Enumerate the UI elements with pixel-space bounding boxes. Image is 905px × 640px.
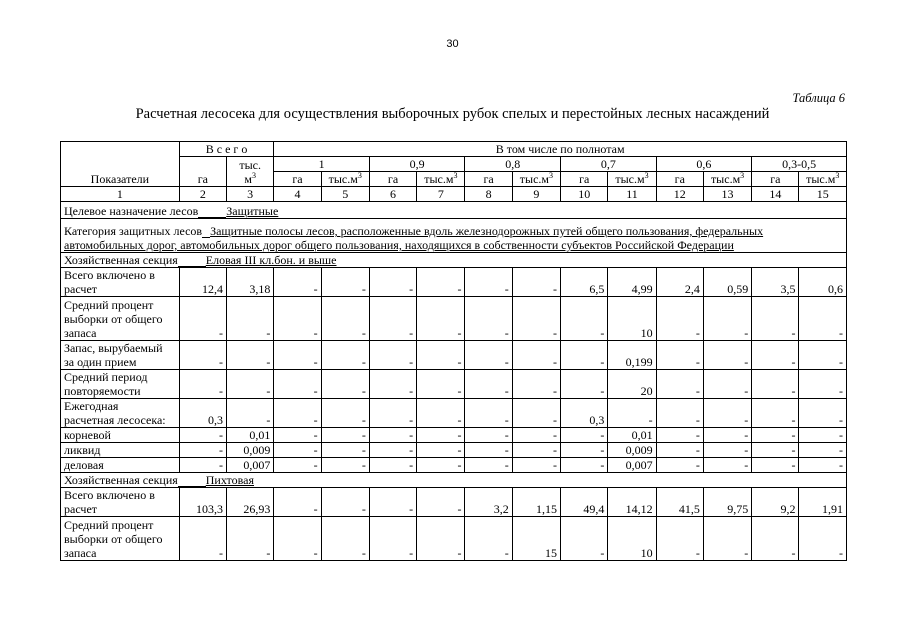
- table-row: [61, 297, 847, 341]
- table-cell: -: [417, 341, 465, 370]
- table-cell: -: [274, 428, 321, 443]
- row-label-line: расчет: [64, 502, 98, 516]
- table-cell: -: [752, 370, 799, 399]
- table-cell: 3,2: [465, 488, 512, 517]
- table-cell: -: [179, 443, 226, 458]
- table-cell: -: [274, 517, 321, 561]
- header-ths: тыс.: [239, 158, 261, 172]
- row-label: [61, 488, 180, 517]
- table-cell: -: [465, 399, 512, 428]
- table-cell: -: [799, 428, 847, 443]
- table-cell: -: [227, 399, 274, 428]
- table-cell: -: [561, 370, 608, 399]
- table-cell: -: [417, 268, 465, 297]
- table-cell: -: [274, 458, 321, 473]
- table-cell: -: [417, 517, 465, 561]
- header-total: В с е г о: [179, 142, 274, 157]
- table-cell: -: [417, 370, 465, 399]
- sub-header-volume-label: тыс.м: [806, 172, 836, 186]
- row-label-line: запаса: [64, 546, 97, 560]
- table-cell: -: [369, 458, 416, 473]
- row-label-line: расчет: [64, 282, 98, 296]
- sub-header-ha: га: [752, 172, 799, 187]
- row-label-line: за один прием: [64, 355, 137, 369]
- table-cell: -: [369, 428, 416, 443]
- table-cell: -: [179, 370, 226, 399]
- table-cell: 0,199: [608, 341, 656, 370]
- table-cell: 14,12: [608, 488, 656, 517]
- table-cell: -: [321, 517, 369, 561]
- table-cell: 0,3: [179, 399, 226, 428]
- table-cell: -: [561, 297, 608, 341]
- header-total-ha: га: [179, 157, 226, 187]
- document-title: Расчетная лесосека для осуществления выборочных рубок спелых и перестойных лесных насаждений: [135, 106, 770, 122]
- table-cell: -: [561, 428, 608, 443]
- row-label-line: Запас, вырубаемый: [64, 341, 163, 355]
- table-cell: 6,5: [561, 268, 608, 297]
- purpose-row: [61, 202, 847, 219]
- table-cell: -: [512, 341, 560, 370]
- column-number: 6: [369, 187, 416, 202]
- table-cell: -: [656, 458, 703, 473]
- table-cell: -: [512, 297, 560, 341]
- table-cell: 0,6: [799, 268, 847, 297]
- table-row: [61, 443, 847, 458]
- table-cell: 26,93: [227, 488, 274, 517]
- row-label-line: Средний период: [64, 370, 148, 384]
- table-cell: 1,91: [799, 488, 847, 517]
- table-cell: 20: [608, 370, 656, 399]
- table-cell: -: [465, 341, 512, 370]
- row-label: [61, 443, 180, 458]
- table-cell: -: [465, 458, 512, 473]
- table-cell: 0,009: [608, 443, 656, 458]
- row-label: [61, 370, 180, 399]
- table-cell: -: [465, 428, 512, 443]
- table-cell: -: [752, 443, 799, 458]
- sub-header-volume-label: тыс.м: [424, 172, 454, 186]
- column-number: 4: [274, 187, 321, 202]
- table-cell: -: [417, 428, 465, 443]
- row-label: [61, 268, 180, 297]
- row-label-line: Средний процент: [64, 518, 154, 532]
- table-cell: -: [321, 370, 369, 399]
- table-cell: -: [799, 297, 847, 341]
- table-cell: -: [179, 341, 226, 370]
- table-cell: -: [179, 517, 226, 561]
- table-cell: -: [512, 428, 560, 443]
- table-cell: -: [561, 517, 608, 561]
- table-cell: 41,5: [656, 488, 703, 517]
- table-cell: -: [608, 399, 656, 428]
- table-cell: 103,3: [179, 488, 226, 517]
- sub-header-volume: $тыс.м^3$: [608, 172, 656, 187]
- table-cell: -: [752, 428, 799, 443]
- table-cell: 0,59: [703, 268, 751, 297]
- table-cell: -: [321, 443, 369, 458]
- category-row: [61, 219, 847, 253]
- row-label-line: Средний процент: [64, 298, 154, 312]
- table-cell: -: [321, 399, 369, 428]
- table-cell: -: [321, 297, 369, 341]
- table-cell: -: [512, 268, 560, 297]
- table-cell: -: [752, 297, 799, 341]
- section-name: Пихтовая: [205, 473, 254, 487]
- purpose-label: Целевое назначение лесов: [64, 204, 199, 218]
- column-number: 8: [465, 187, 512, 202]
- table-cell: -: [799, 443, 847, 458]
- table-cell: -: [512, 399, 560, 428]
- row-label-line: повторяемости: [64, 384, 141, 398]
- page-number: 30: [446, 38, 459, 50]
- table-cell: -: [752, 517, 799, 561]
- table-cell: -: [321, 458, 369, 473]
- sub-header-ha: га: [369, 172, 416, 187]
- table-cell: -: [465, 517, 512, 561]
- density-header: 0,3-0,5: [752, 157, 847, 172]
- sub-header-ha: га: [274, 172, 321, 187]
- table-row: [61, 341, 847, 370]
- row-label-line: расчетная лесосека:: [64, 413, 166, 427]
- table-cell: -: [369, 341, 416, 370]
- table-cell: -: [369, 488, 416, 517]
- category-value-line1: Защитные полосы лесов, расположенные вдоль железнодорожных путей общего пользования, федеральных: [210, 224, 764, 238]
- table-cell: -: [274, 341, 321, 370]
- table-cell: -: [703, 428, 751, 443]
- column-number: 10: [561, 187, 608, 202]
- table-cell: -: [656, 297, 703, 341]
- table-cell: -: [369, 517, 416, 561]
- row-label-line: ликвид: [64, 443, 101, 457]
- table-cell: -: [465, 268, 512, 297]
- row-label-line: выборки от общего: [64, 312, 163, 326]
- table-cell: -: [465, 443, 512, 458]
- table-cell: 1,15: [512, 488, 560, 517]
- table-cell: -: [274, 370, 321, 399]
- table-row: [61, 370, 847, 399]
- column-number: 3: [227, 187, 274, 202]
- table-cell: -: [799, 517, 847, 561]
- table-cell: -: [512, 370, 560, 399]
- table-cell: -: [274, 488, 321, 517]
- table-cell: 9,2: [752, 488, 799, 517]
- table-cell: -: [703, 399, 751, 428]
- section-label: Хозяйственная секция: [64, 253, 178, 267]
- table-cell: 2,4: [656, 268, 703, 297]
- table-cell: -: [321, 268, 369, 297]
- table-cell: -: [799, 370, 847, 399]
- table-cell: -: [274, 268, 321, 297]
- row-label-line: Всего включено в: [64, 488, 155, 502]
- column-number: 5: [321, 187, 369, 202]
- table-cell: -: [274, 297, 321, 341]
- table-row: [61, 488, 847, 517]
- density-header: 1: [274, 157, 370, 172]
- row-label-line: корневой: [64, 428, 111, 442]
- table-cell: -: [417, 488, 465, 517]
- table-cell: 49,4: [561, 488, 608, 517]
- row-label: [61, 399, 180, 428]
- table-cell: -: [752, 458, 799, 473]
- table-cell: 15: [512, 517, 560, 561]
- column-number: 7: [417, 187, 465, 202]
- header-by-density: В том числе по полнотам: [274, 142, 847, 157]
- table-cell: -: [227, 370, 274, 399]
- sub-header-volume: $тыс.м^3$: [799, 172, 847, 187]
- header-m3: м: [244, 172, 252, 186]
- table-cell: -: [369, 443, 416, 458]
- row-label: [61, 341, 180, 370]
- table-cell: -: [417, 443, 465, 458]
- table-row: [61, 268, 847, 297]
- sub-header-volume-label: тыс.м: [710, 172, 741, 186]
- table-cell: -: [656, 443, 703, 458]
- density-header: 0,8: [465, 157, 561, 172]
- sub-header-volume-label: тыс.м: [615, 172, 645, 186]
- table-cell: -: [465, 370, 512, 399]
- sub-header-volume: $тыс.м^3$: [321, 172, 369, 187]
- sub-header-volume-label: тыс.м: [328, 172, 358, 186]
- purpose-value: Защитные: [226, 204, 279, 218]
- row-label-line: запаса: [64, 326, 97, 340]
- column-number: 2: [179, 187, 226, 202]
- table-cell: -: [417, 399, 465, 428]
- table-cell: -: [799, 458, 847, 473]
- table-cell: 0,009: [227, 443, 274, 458]
- table-cell: -: [227, 517, 274, 561]
- sub-header-ha: га: [656, 172, 703, 187]
- table-cell: -: [369, 399, 416, 428]
- table-cell: -: [561, 458, 608, 473]
- table-cell: 0,3: [561, 399, 608, 428]
- table-cell: -: [703, 517, 751, 561]
- column-number: 12: [656, 187, 703, 202]
- header-total-volume: тыс. $м^3$: [227, 157, 274, 187]
- row-label: [61, 458, 180, 473]
- table-cell: -: [227, 297, 274, 341]
- column-number: 11: [608, 187, 656, 202]
- table-cell: -: [274, 399, 321, 428]
- allowable-cut-table: [60, 141, 847, 561]
- sub-header-volume-label: тыс.м: [519, 172, 550, 186]
- table-cell: 12,4: [179, 268, 226, 297]
- density-header: 0,9: [369, 157, 465, 172]
- table-cell: -: [417, 458, 465, 473]
- table-row: [61, 399, 847, 428]
- sub-header-volume: $тыс.м^3$: [417, 172, 465, 187]
- table-cell: -: [703, 370, 751, 399]
- row-label-line: выборки от общего: [64, 532, 163, 546]
- table-cell: 0,01: [608, 428, 656, 443]
- table-cell: -: [656, 341, 703, 370]
- table-cell: -: [369, 297, 416, 341]
- table-cell: -: [703, 297, 751, 341]
- table-cell: 10: [608, 297, 656, 341]
- table-cell: -: [227, 341, 274, 370]
- table-cell: -: [703, 443, 751, 458]
- table-cell: -: [656, 517, 703, 561]
- header-indicators: Показатели: [61, 142, 180, 187]
- table-cell: -: [703, 341, 751, 370]
- row-label-line: деловая: [64, 458, 104, 472]
- table-cell: -: [561, 341, 608, 370]
- density-header: 0,6: [656, 157, 752, 172]
- column-number: 14: [752, 187, 799, 202]
- table-cell: -: [321, 488, 369, 517]
- table-cell: -: [179, 458, 226, 473]
- density-header: 0,7: [561, 157, 657, 172]
- row-label-line: Ежегодная: [64, 399, 119, 413]
- row-label: [61, 517, 180, 561]
- table-cell: 4,99: [608, 268, 656, 297]
- row-label: [61, 428, 180, 443]
- table-label: Таблица 6: [792, 91, 845, 105]
- column-number: 13: [703, 187, 751, 202]
- table-cell: -: [274, 443, 321, 458]
- table-cell: -: [179, 297, 226, 341]
- table-cell: -: [799, 399, 847, 428]
- table-row: [61, 458, 847, 473]
- section-label: Хозяйственная секция: [64, 473, 178, 487]
- table-cell: -: [512, 443, 560, 458]
- table-cell: -: [512, 458, 560, 473]
- category-label: Категория защитных лесов: [64, 224, 203, 238]
- table-cell: 3,5: [752, 268, 799, 297]
- section-row: [61, 253, 847, 268]
- table-row: [61, 517, 847, 561]
- table-cell: -: [321, 428, 369, 443]
- table-cell: 3,18: [227, 268, 274, 297]
- sub-header-volume: $тыс.м^3$: [512, 172, 560, 187]
- table-cell: -: [799, 341, 847, 370]
- table-cell: -: [179, 428, 226, 443]
- table-cell: 9,75: [703, 488, 751, 517]
- table-row: [61, 428, 847, 443]
- table-cell: -: [656, 399, 703, 428]
- sub-header-ha: га: [465, 172, 512, 187]
- section-name: Еловая III кл.бон. и выше: [205, 253, 337, 267]
- column-number: 15: [799, 187, 847, 202]
- table-cell: -: [656, 428, 703, 443]
- section-row: [61, 473, 847, 488]
- category-value-line2: автомобильных дорог, автомобильных дорог общего пользования, находящихся в собственности субъектов Российской Федерации: [64, 238, 734, 252]
- table-cell: -: [369, 268, 416, 297]
- row-label: [61, 297, 180, 341]
- table-cell: -: [656, 370, 703, 399]
- table-cell: -: [321, 341, 369, 370]
- column-number: 1: [61, 187, 180, 202]
- sub-header-ha: га: [561, 172, 608, 187]
- table-cell: -: [465, 297, 512, 341]
- table-cell: -: [703, 458, 751, 473]
- table-cell: 0,01: [227, 428, 274, 443]
- table-cell: -: [369, 370, 416, 399]
- table-cell: -: [561, 443, 608, 458]
- table-cell: 0,007: [608, 458, 656, 473]
- table-cell: -: [417, 297, 465, 341]
- table-cell: -: [752, 341, 799, 370]
- column-number: 9: [512, 187, 560, 202]
- row-label-line: Всего включено в: [64, 268, 155, 282]
- table-cell: 0,007: [227, 458, 274, 473]
- table-cell: 10: [608, 517, 656, 561]
- sub-header-volume: $тыс.м^3$: [703, 172, 751, 187]
- table-cell: -: [752, 399, 799, 428]
